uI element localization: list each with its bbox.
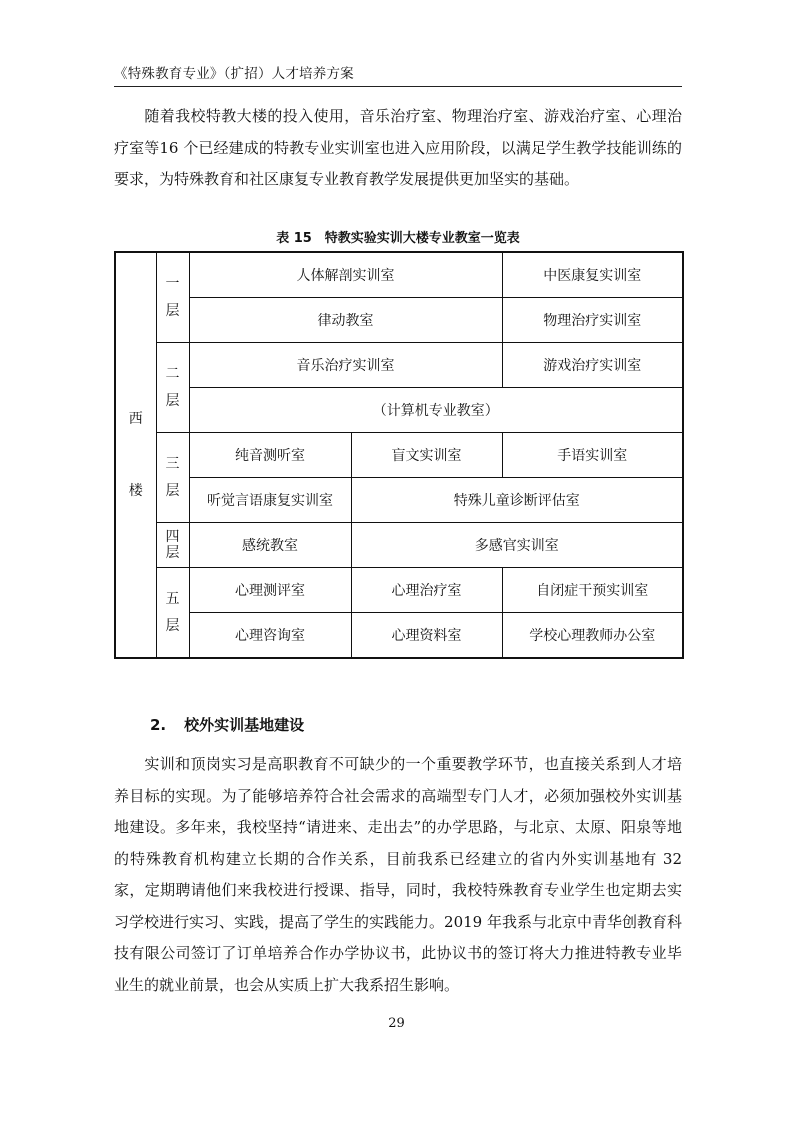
room-cell: 物理治疗实训室 (502, 298, 683, 343)
classroom-table (114, 251, 684, 659)
body-paragraph-text: 实训和顶岗实习是高职教育不可缺少的一个重要教学环节，也直接关系到人才培养目标的实现。为了能够培养符合社会需求的高端型专门人才，必须加强校外实训基地建设。多年来，我校坚持“请进来、走出去”的办学思路，与北京、太原、阳泉等地的特殊教育机构建立长期的合作关系，目前我系已经建立的省内外实训基地有 32 家，定期聘请他们来我校进行授课、指导，同时，我校特殊教育专业学生也定期去实习学校进行实习、实践，提高了学生的实践能力。2019 年我系与北京中青华创教育科技有限公司签订了订单培养合作办学协议书，此协议书的签订将大力推进特教专业毕业生的就业前景，也会从实质上扩大我系招生影响。 (114, 755, 682, 994)
floor-label-5: 五 层 (156, 568, 189, 659)
table-row (115, 298, 683, 343)
room-cell: 特殊儿童诊断评估室 (351, 478, 683, 523)
table-row (115, 523, 683, 568)
room-cell: 人体解剖实训室 (189, 252, 502, 298)
room-cell: 音乐治疗实训室 (189, 343, 502, 388)
room-cell: 学校心理教师办公室 (502, 613, 683, 659)
section-heading (150, 714, 304, 735)
room-cell: 感统教室 (189, 523, 351, 568)
room-cell: 中医康复实训室 (502, 252, 683, 298)
room-cell: 心理资料室 (351, 613, 502, 659)
room-cell: 多感官实训室 (351, 523, 683, 568)
room-cell: 盲文实训室 (351, 433, 502, 478)
building-char: 西 (128, 410, 143, 427)
section-number: 2. (150, 716, 167, 734)
room-cell: 游戏治疗实训室 (502, 343, 683, 388)
table-row (115, 568, 683, 613)
header-divider (114, 86, 682, 87)
floor-label-2: 二 层 (156, 343, 189, 433)
page-header-title: 《特殊教育专业》（扩招）人才培养方案 (114, 66, 354, 82)
room-cell: 听觉言语康复实训室 (189, 478, 351, 523)
table-caption: 表 15 特教实验实训大楼专业教室一览表 (276, 231, 520, 246)
room-cell: 心理测评室 (189, 568, 351, 613)
room-cell: 手语实训室 (502, 433, 683, 478)
building-char: 楼 (128, 483, 143, 499)
room-cell: 心理咨询室 (189, 613, 351, 659)
table-row (115, 433, 683, 478)
table-row (115, 613, 683, 659)
floor-label-3: 三 层 (156, 433, 189, 523)
floor-label-4: 四 层 (156, 523, 189, 568)
floor-label-1: 一 层 (156, 252, 189, 343)
room-cell: 纯音测听室 (189, 433, 351, 478)
building-cell (115, 252, 156, 658)
room-cell: 律动教室 (189, 298, 502, 343)
page-number: 29 (388, 1016, 405, 1031)
table-row (115, 478, 683, 523)
intro-paragraph-text: 随着我校特教大楼的投入使用，音乐治疗室、物理治疗室、游戏治疗室、心理治疗室等16 个已经建成的特教专业实训室也进入应用阶段，以满足学生教学技能训练的要求，为特殊教育和社区康复专业教育教学发展提供更加坚实的基础。 (114, 107, 682, 188)
section-title: 校外实训基地建设 (184, 716, 305, 734)
room-cell: 自闭症干预实训室 (502, 568, 683, 613)
room-cell: 心理治疗室 (351, 568, 502, 613)
intro-paragraph (114, 101, 682, 196)
table-row (115, 343, 683, 388)
table-row (115, 252, 683, 298)
table-row (115, 388, 683, 433)
body-paragraph (114, 749, 682, 1001)
room-cell: （计算机专业教室） (189, 388, 683, 433)
